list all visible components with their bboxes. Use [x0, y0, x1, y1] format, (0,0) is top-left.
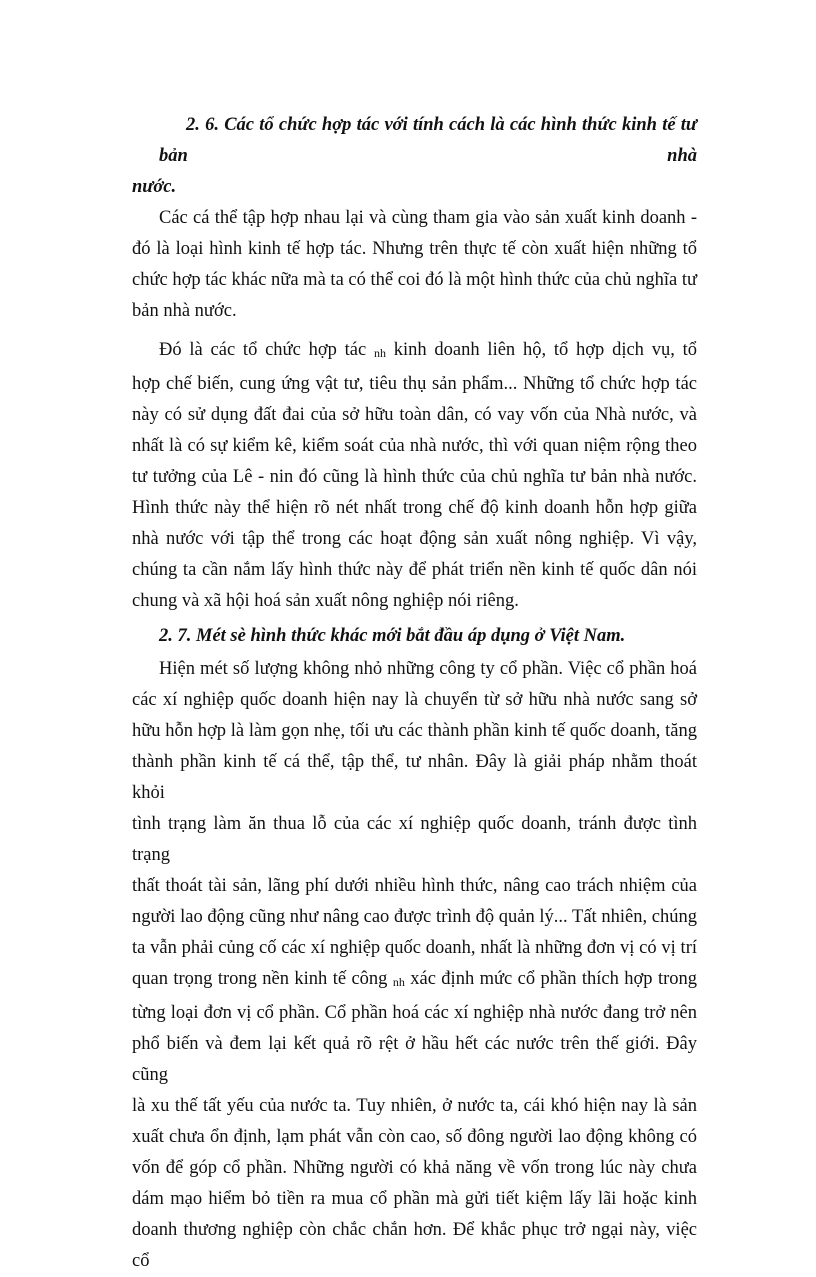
paragraph-line: là xu thế tất yếu của nước ta. Tuy nhiên, ở nước ta, cái khó hiện nay là sản: [132, 1096, 697, 1116]
paragraph-cooperative-intro: [132, 203, 697, 327]
stray-fragment: nh: [392, 975, 405, 989]
paragraph-line: hợp chế biến, cung ứng vật tư, tiêu thụ sản phẩm... Những tổ chức hợp tác: [132, 374, 697, 394]
paragraph-line: doanh thương nghiệp còn chắc chắn hơn. Để khắc phục trở ngại này, việc cổ: [132, 1220, 697, 1271]
paragraph-line: chức hợp tác khác nữa mà ta có thể coi đó là một hình thức của chủ nghĩa tư: [132, 270, 697, 290]
paragraph-line: Hình thức này thể hiện rõ nét nhất trong chế độ kinh doanh hỗn hợp giữa: [132, 498, 697, 518]
heading-line: 2. 7. Mét sè hình thức khác mới bắt đầu áp dụng ở Việt Nam.: [159, 626, 626, 646]
paragraph-line: từng loại đơn vị cổ phần. Cổ phần hoá các xí nghiệp nhà nước đang trở nên: [132, 1003, 697, 1023]
paragraph-line: chung và xã hội hoá sản xuất nông nghiệp nói riêng.: [132, 591, 519, 611]
document-body: [132, 110, 697, 1277]
paragraph-line: xuất chưa ổn định, lạm phát vẫn còn cao, số đông người lao động không có: [132, 1127, 697, 1147]
paragraph-line: dám mạo hiểm bỏ tiền ra mua cổ phần mà gửi tiết kiệm lấy lãi hoặc kinh: [132, 1189, 697, 1209]
paragraph-text: quan trọng trong nền kinh tế công: [132, 969, 388, 989]
paragraph-line: các xí nghiệp quốc doanh hiện nay là chuyển từ sở hữu nhà nước sang sở: [132, 690, 697, 710]
paragraph-line: hữu hỗn hợp là làm gọn nhẹ, tối ưu các thành phần kinh tế quốc doanh, tăng: [132, 721, 697, 741]
section-heading-2-6: [132, 110, 697, 203]
paragraph-line: này có sử dụng đất đai của sở hữu toàn dân, có vay vốn của Nhà nước, và: [132, 405, 697, 425]
paragraph-equitization: [132, 654, 697, 1277]
paragraph-text: Đó là các tổ chức hợp tác: [159, 340, 367, 360]
paragraph-line: tình trạng làm ăn thua lỗ của các xí nghiệp quốc doanh, tránh được tình trạng: [132, 814, 697, 865]
paragraph-line: [132, 335, 697, 369]
paragraph-line: ta vẫn phải củng cố các xí nghiệp quốc doanh, nhất là những đơn vị có vị trí: [132, 938, 697, 958]
paragraph-line: chúng ta cần nắm lấy hình thức này để phát triển nền kinh tế quốc dân nói: [132, 560, 697, 580]
paragraph-line: tư tưởng của Lê - nin đó cũng là hình thức của chủ nghĩa tư bản nhà nước.: [132, 467, 697, 487]
paragraph-line: người lao động cũng như nâng cao được trình độ quản lý... Tất nhiên, chúng: [132, 907, 697, 927]
heading-line: 2. 6. Các tổ chức hợp tác với tính cách là các hình thức kinh tế tư bản nhà: [159, 115, 697, 166]
paragraph-line: nhất là có sự kiểm kê, kiểm soát của nhà nước, thì với quan niệm rộng theo: [132, 436, 697, 456]
paragraph-line: phổ biến và đem lại kết quả rõ rệt ở hầu hết các nước trên thế giới. Đây cũng: [132, 1034, 697, 1085]
paragraph-line: Hiện mét số lượng không nhỏ những công ty cổ phần. Việc cổ phần hoá: [159, 659, 697, 679]
paragraph-text: kinh doanh liên hộ, tổ hợp dịch vụ, tổ: [393, 340, 697, 360]
paragraph-cooperative-forms: [132, 335, 697, 617]
paragraph-line: nhà nước với tập thể trong các hoạt động sản xuất nông nghiệp. Vì vậy,: [132, 529, 697, 549]
paragraph-line: vốn để góp cổ phần. Những người có khả năng về vốn trong lúc này chưa: [132, 1158, 697, 1178]
paragraph-line: Các cá thể tập hợp nhau lại và cùng tham gia vào sản xuất kinh doanh -: [159, 208, 697, 228]
paragraph-line: thành phần kinh tế cá thể, tập thể, tư nhân. Đây là giải pháp nhằm thoát khỏi: [132, 752, 697, 803]
paragraph-line: đó là loại hình kinh tế hợp tác. Nhưng trên thực tế còn xuất hiện những tổ: [132, 239, 697, 259]
stray-fragment: nh: [373, 346, 386, 360]
paragraph-line: bản nhà nước.: [132, 301, 237, 321]
heading-line: nước.: [132, 177, 177, 197]
paragraph-line: [132, 964, 697, 998]
section-heading-2-7: [132, 621, 697, 652]
paragraph-text: xác định mức cổ phần thích hợp trong: [410, 969, 698, 989]
paragraph-line: thất thoát tài sản, lãng phí dưới nhiều hình thức, nâng cao trách nhiệm của: [132, 876, 697, 896]
